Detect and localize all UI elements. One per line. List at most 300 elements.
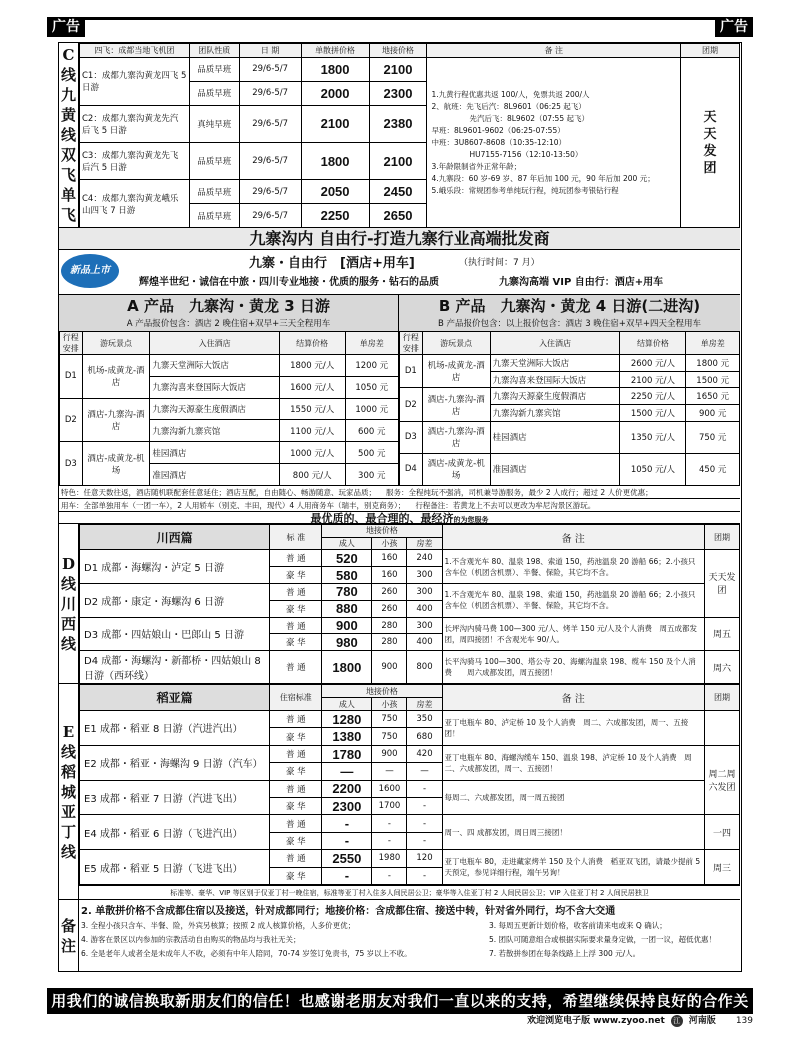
period-char: 天	[703, 126, 717, 142]
side-char: 备	[60, 917, 76, 935]
adult-price: 1280	[322, 711, 372, 728]
group-type: 品质早班	[189, 81, 239, 105]
spot: 机场-成黄龙-酒店	[422, 355, 490, 388]
note-line: 3.年龄限制省外正常年龄；	[431, 161, 522, 171]
side-char: 城	[60, 782, 76, 801]
route-note: 亚丁电瓶车 80，走进藏家烤羊 150 及个人消费 稻亚双飞团，请最少提前 5 天预定，参见详细行程，端午另询！	[442, 850, 704, 885]
table-row	[80, 651, 740, 684]
route-name: D4 成都・海螺沟・新都桥・四姑娘山 8 日游（西环线）	[80, 651, 270, 684]
slogan-small: 的为您服务	[453, 516, 489, 524]
group-price: 2050	[301, 180, 369, 204]
date: 29/6-5/7	[239, 204, 301, 228]
hotel-price: 1550 元/人	[279, 398, 345, 420]
free-travel-banner	[59, 228, 740, 295]
special-notes	[59, 486, 740, 524]
side-char: 注	[60, 937, 76, 955]
day: D2	[60, 398, 83, 442]
route-name: D2 成都・康定・海螺沟 6 日游	[80, 583, 270, 617]
note-line: HU7155-7156（12:10-13:50）	[469, 149, 583, 159]
column-header: 结算价格	[620, 332, 686, 355]
column-header: 单房差	[686, 332, 740, 355]
period: 天天发团	[704, 550, 739, 617]
free-travel-subtitle: 九寨・自由行 [酒店+用车]	[249, 256, 415, 271]
child-price: -	[372, 815, 407, 832]
table-row	[80, 780, 740, 797]
vip-free-travel: 九寨沟高端 VIP 自由行：酒店+用车	[499, 277, 664, 288]
standard: 豪 华	[270, 867, 322, 884]
route-note: 每周二、六成都发团，周一周五接团	[442, 780, 704, 815]
side-char: 单	[60, 186, 76, 204]
route-name: D3 成都・四姑娘山・巴郎山 5 日游	[80, 617, 270, 651]
hotel-price: 1350 元/人	[620, 421, 686, 453]
page-number: 139	[735, 1016, 753, 1026]
room-diff: -	[407, 798, 442, 815]
adult-price: 2550	[322, 850, 372, 867]
slogan: 最优质的、最合理的、最经济	[310, 512, 454, 524]
single-supplement: 750 元	[686, 421, 740, 453]
date: 29/6-5/7	[239, 180, 301, 204]
table-row	[80, 850, 740, 867]
standard: 豪 华	[270, 798, 322, 815]
child-price: 260	[372, 583, 407, 600]
hotel-price: 1800 元/人	[279, 355, 345, 377]
room-diff: 240	[407, 550, 442, 567]
spot: 酒店-成黄龙-机场	[82, 442, 150, 486]
date: 29/6-5/7	[239, 81, 301, 105]
period-cell	[681, 58, 740, 228]
standard: 普 通	[270, 850, 322, 867]
child-price: 750	[372, 728, 407, 745]
table-header	[400, 332, 740, 355]
room-diff: -	[407, 780, 442, 797]
child-price: 160	[372, 567, 407, 584]
route-note: 1.不含观光车 80、温泉 198、索道 150，药池温泉 20 游船 66；2.小孩只含车位（机团含机票）、半餐、保险，其它均不含。	[442, 550, 704, 584]
table-row	[80, 711, 740, 728]
group-type: 真纯早班	[189, 105, 239, 142]
hotel-price: 1100 元/人	[279, 420, 345, 442]
group-price: 2250	[301, 204, 369, 228]
route-name: E4 成都・稻亚 6 日游（飞进汽出）	[80, 815, 270, 850]
spot: 机场-成黄龙-酒店	[82, 355, 150, 399]
column-header: 行程安排	[400, 332, 423, 355]
room-diff: -	[407, 815, 442, 832]
route-name: C4：成都九寨沟黄龙峨乐山四飞 7 日游	[80, 180, 190, 228]
table-header	[80, 525, 740, 538]
column-header: 小孩	[372, 698, 407, 711]
table-row	[60, 442, 399, 464]
section-d-label	[59, 524, 79, 683]
group-price: 1800	[301, 142, 369, 179]
edition-label: 河南版	[688, 1016, 716, 1026]
route-note: 亚丁电瓶车 80、泸定桥 10 及个人消费 周二、六成都发团，周一、五接团！	[442, 711, 704, 746]
column-header: 团期	[704, 685, 739, 711]
adult-price: 2300	[322, 798, 372, 815]
date: 29/6-5/7	[239, 58, 301, 82]
note-line: 中班：3U8607-8608（10:35-12:10）	[431, 137, 567, 147]
adult-price: -	[322, 832, 372, 849]
column-header: 单散拼价格	[301, 44, 369, 58]
group-price: 1800	[301, 58, 369, 82]
hotel-name: 九寨沟新九寨宾馆	[490, 405, 620, 422]
table-row	[400, 388, 740, 405]
adult-price: 1380	[322, 728, 372, 745]
hotel-name: 九寨天堂洲际大饭店	[490, 355, 620, 372]
side-char: 线	[60, 574, 76, 593]
child-price: 1600	[372, 780, 407, 797]
table-row	[60, 398, 399, 420]
standard: 普 通	[270, 815, 322, 832]
column-header: 地接价格	[322, 525, 442, 538]
hotel-price: 800 元/人	[279, 464, 345, 486]
hotel-name: 准园酒店	[150, 464, 279, 486]
route-name: D1 成都・海螺沟・泸定 5 日游	[80, 550, 270, 584]
period: 一四	[704, 815, 739, 850]
route-note: 亚丁电瓶车 80、海螺沟缆车 150、温泉 198、泸定桥 10 及个人消费 周二、六成都发团，周一、五接团！	[442, 745, 704, 780]
column-header: 地接价格	[322, 685, 442, 698]
adult-price: 520	[322, 550, 372, 567]
child-price: -	[372, 832, 407, 849]
table-header	[80, 685, 740, 698]
date: 29/6-5/7	[239, 142, 301, 179]
single-supplement: 1050 元	[345, 376, 398, 398]
room-diff: 120	[407, 850, 442, 867]
local-price: 2100	[369, 142, 427, 179]
single-supplement: 600 元	[345, 420, 398, 442]
ad-label-left: 广告	[47, 17, 85, 37]
remark-line-2b: 3. 每周五更新计划价格，收客前请来电或来 Q 确认；	[489, 921, 667, 930]
exec-time: （执行时间：7 月）	[459, 258, 540, 268]
welcome-text: 欢迎浏览电子版 www.zyoo.net	[527, 1016, 665, 1026]
route-note: 长平沟骑马 100—300、塔公寺 20、海螺沟温泉 198、缆车 150 及个人消费 周六成都发团，周五接团！	[442, 651, 704, 684]
column-header: 成人	[322, 537, 372, 550]
room-diff: 400	[407, 634, 442, 651]
remarks	[59, 900, 740, 972]
standard: 普 通	[270, 550, 322, 567]
column-header: 入住酒店	[150, 332, 279, 355]
column-header: 行程安排	[60, 332, 83, 355]
period: 周五	[704, 617, 739, 651]
room-diff: 350	[407, 711, 442, 728]
remarks-label	[59, 900, 79, 972]
single-supplement: 1200 元	[345, 355, 398, 377]
child-price: 900	[372, 651, 407, 684]
column-header: 标 准	[270, 525, 322, 550]
note-line: 1.九黄行程优惠共返 100/人，免票共返 200/人	[431, 89, 590, 99]
side-char: 稻	[60, 762, 76, 781]
table-row	[80, 58, 740, 82]
single-supplement: 1000 元	[345, 398, 398, 420]
table-header	[80, 44, 740, 58]
room-diff: -	[407, 832, 442, 849]
column-header: 游玩景点	[422, 332, 490, 355]
section-title: 稻亚篇	[80, 685, 270, 711]
room-diff: 400	[407, 600, 442, 617]
single-supplement: 500 元	[345, 442, 398, 464]
local-price: 2100	[369, 58, 427, 82]
free-travel-title: 九寨沟内 自由行-打造九寨行业高端批发商	[59, 228, 740, 250]
side-char: 线	[60, 842, 76, 861]
adult-price: -	[322, 815, 372, 832]
section-d-table	[79, 524, 740, 684]
adult-price: 780	[322, 583, 372, 600]
table-row	[80, 617, 740, 634]
day: D2	[400, 388, 423, 421]
page-footer	[527, 1014, 753, 1028]
remark-line-1: 2. 单散拼价格不含成都住宿以及接送，针对成都同行；地接价格：含成都住宿、接送中转，针对省外同行，均不含大交通	[81, 906, 616, 917]
side-char: 线	[60, 126, 76, 144]
section-d	[59, 524, 740, 684]
logo-icon: 江	[671, 1015, 683, 1027]
side-char: 线	[60, 634, 76, 653]
child-price: —	[372, 763, 407, 780]
route-name: C3：成都九寨沟黄龙先飞后汽 5 日游	[80, 142, 190, 179]
route-note: 周一、四 成都发团，周日周三接团！	[442, 815, 704, 850]
standard: 普 通	[270, 745, 322, 762]
adult-price: 1780	[322, 745, 372, 762]
room-diff: 800	[407, 651, 442, 684]
note-line: 先汽后飞：8L9602（07:55 起飞）	[469, 113, 589, 123]
side-char: 双	[60, 146, 76, 164]
single-supplement: 300 元	[345, 464, 398, 486]
room-diff: -	[407, 867, 442, 884]
period	[704, 711, 739, 746]
standard: 普 通	[270, 780, 322, 797]
note-line: 4.九寨段：60 岁-69 岁、87 年后加 100 元，90 年后加 200 元；	[431, 173, 655, 183]
standard: 普 通	[270, 583, 322, 600]
route-name: C2：成都九寨沟黄龙先汽后飞 5 日游	[80, 105, 190, 142]
special-feature: 特色：任意天数往返，酒店随机联配套任意延住；酒店互配，自由随心、畅游随意、玩家品质；	[61, 487, 376, 497]
period: 周二周六发团	[704, 745, 739, 815]
product-a-title: A 产品 九寨沟・黄龙 3 日游	[127, 297, 330, 315]
single-supplement: 1500 元	[686, 371, 740, 388]
column-header: 团期	[681, 44, 740, 58]
remark-line-3b: 5. 团队可随意组合或根据实际要求量身定做，一团一议，超低优惠！	[489, 935, 717, 944]
section-title: 川西篇	[80, 525, 270, 550]
table-header	[60, 332, 399, 355]
column-header: 团期	[704, 525, 739, 550]
column-header: 成人	[322, 698, 372, 711]
hotel-price: 2250 元/人	[620, 388, 686, 405]
day: D1	[400, 355, 423, 388]
hotel-name: 九寨天堂洲际大饭店	[150, 355, 279, 377]
day: D3	[60, 442, 83, 486]
table-row	[80, 583, 740, 600]
product-b-header	[399, 295, 740, 331]
product-a-sub: A 产品报价包含：酒店 2 晚住宿+双早+三天全程用车	[126, 319, 331, 329]
remark-line-4a: 6. 全是老年人或者全是未成年人不收，必须有中年人陪同，70-74 岁签订免责书，75 岁以上不收。	[81, 949, 412, 958]
child-price: 280	[372, 634, 407, 651]
ab-products	[59, 295, 740, 486]
single-supplement: 900 元	[686, 405, 740, 422]
hotel-name: 九寨沟天源豪生度假酒店	[150, 398, 279, 420]
group-type: 品质早班	[189, 58, 239, 82]
hotel-price: 2100 元/人	[620, 371, 686, 388]
section-c	[59, 43, 740, 228]
column-header: 入住酒店	[490, 332, 620, 355]
standard: 普 通	[270, 711, 322, 728]
adult-price: —	[322, 763, 372, 780]
local-price: 2380	[369, 105, 427, 142]
std-note: 标准等、豪华、VIP 等区别于仅亚丁村一晚住宿，标准等亚丁村入住多人间民居公卫；豪华等入住亚丁村 2 人间民居公卫；VIP 入住亚丁村 2 人间民居独卫	[79, 885, 740, 900]
new-product-badge: 新品上市	[61, 254, 119, 288]
product-b-title: B 产品 九寨沟・黄龙 4 日游(二进沟)	[438, 297, 701, 315]
spot: 酒店-九寨沟-酒店	[422, 421, 490, 453]
side-char: C	[62, 46, 75, 64]
side-char: 九	[60, 86, 76, 104]
room-diff: 300	[407, 617, 442, 634]
column-header: 结算价格	[279, 332, 345, 355]
standard: 豪 华	[270, 634, 322, 651]
table-row	[80, 550, 740, 567]
column-header: 小孩	[372, 537, 407, 550]
group-price: 2000	[301, 81, 369, 105]
hotel-name: 桂园酒店	[490, 421, 620, 453]
column-header: 住宿标准	[270, 685, 322, 711]
adult-price: -	[322, 867, 372, 884]
room-diff: 300	[407, 583, 442, 600]
single-supplement: 450 元	[686, 453, 740, 485]
product-a-header	[59, 295, 399, 331]
adult-price: 900	[322, 617, 372, 634]
side-char: 飞	[60, 206, 76, 224]
side-char: 线	[60, 66, 76, 84]
remark-line-2a: 3. 全程小孩只含车、半餐、险，外宾另核算；按照 2 成人核算价格，人多价更优；	[81, 921, 356, 930]
hotel-price: 1600 元/人	[279, 376, 345, 398]
table-row	[400, 421, 740, 453]
route-name: E3 成都・稻亚 7 日游（汽进飞出）	[80, 780, 270, 815]
side-char: 川	[60, 594, 76, 613]
column-header: 房差	[407, 698, 442, 711]
room-diff: —	[407, 763, 442, 780]
table-row	[60, 355, 399, 377]
single-supplement: 1800 元	[686, 355, 740, 372]
side-char: E	[62, 722, 75, 741]
room-diff: 420	[407, 745, 442, 762]
route-name: E2 成都・稻亚・海螺沟 9 日游（汽车）	[80, 745, 270, 780]
adult-price: 1800	[322, 651, 372, 684]
note-line: 5.峨乐段：常规团参考单纯玩行程，纯玩团参考银钻行程	[431, 185, 619, 195]
special-service: 服务：全程纯玩不强消，司机兼导游服务，最少 2 人成行；超过 2 人价更优惠；	[386, 487, 653, 497]
section-e-label	[59, 684, 79, 899]
period-char: 团	[703, 160, 717, 176]
page-frame	[58, 42, 742, 972]
side-char: 飞	[60, 166, 76, 184]
note-line: 早班：8L9601-9602（06:25-07:55）	[431, 125, 565, 135]
room-diff: 680	[407, 728, 442, 745]
child-price: 160	[372, 550, 407, 567]
adult-price: 2200	[322, 780, 372, 797]
table-row	[400, 453, 740, 485]
child-price: 750	[372, 711, 407, 728]
hotel-name: 九寨沟天源豪生度假酒店	[490, 388, 620, 405]
single-supplement: 1650 元	[686, 388, 740, 405]
hotel-name: 九寨沟喜来登国际大饭店	[150, 376, 279, 398]
standard: 普 通	[270, 617, 322, 634]
special-car: 用车：全部单独用车（一团一车），2 人用轿车（别克、丰田，现代）4 人用商务车（瑞丰，别克商务）；	[61, 500, 406, 510]
column-header: 日 期	[239, 44, 301, 58]
period: 周三	[704, 850, 739, 885]
day: D4	[400, 453, 423, 485]
date: 29/6-5/7	[239, 105, 301, 142]
period-char: 发	[703, 143, 717, 159]
group-type: 品质早班	[189, 180, 239, 204]
remark-line-3a: 4. 游客在景区以内参加的宗教活动自由购买的物品均与我社无关；	[81, 935, 301, 944]
footer-banner: 用我们的诚信换取新朋友们的信任！也感谢老朋友对我们一直以来的支持，希望继续保持良好的合作关系！	[47, 988, 753, 1014]
standard: 豪 华	[270, 728, 322, 745]
section-c-table	[79, 43, 740, 228]
standard: 豪 华	[270, 763, 322, 780]
local-price: 2650	[369, 204, 427, 228]
section-e	[59, 684, 740, 900]
side-char: 丁	[60, 822, 76, 841]
group-type: 品质早班	[189, 142, 239, 179]
spot: 酒店-九寨沟-酒店	[422, 388, 490, 421]
route-note: 1.不含观光车 80、温泉 198、索道 150，药池温泉 20 游船 66；2.小孩只含车位（机团含机票）、半餐、保险，其它均不含。	[442, 583, 704, 617]
child-price: 900	[372, 745, 407, 762]
special-remark: 行程备注：若黄龙上不去可以更改为牟尼沟景区游玩。	[415, 500, 596, 510]
column-header: 房差	[407, 537, 442, 550]
group-type: 品质早班	[189, 204, 239, 228]
local-price: 2450	[369, 180, 427, 204]
column-header: 单房差	[345, 332, 398, 355]
column-header: 团队性质	[189, 44, 239, 58]
column-header: 备 注	[442, 525, 704, 550]
header-rule	[47, 17, 753, 35]
child-price: 1700	[372, 798, 407, 815]
child-price: -	[372, 867, 407, 884]
remark-line-4b: 7. 若散拼参团在每条线路上上浮 300 元/人。	[489, 949, 641, 958]
route-name: E1 成都・稻亚 8 日游（汽进汽出）	[80, 711, 270, 746]
ad-label-right: 广告	[715, 17, 753, 37]
hotel-price: 1000 元/人	[279, 442, 345, 464]
child-price: 280	[372, 617, 407, 634]
section-c-label	[59, 43, 79, 227]
local-price: 2300	[369, 81, 427, 105]
free-travel-slogan: 辉煌半世纪・诚信在中旅・四川专业地接・优质的服务・钻石的品质	[139, 277, 439, 288]
hotel-name: 九寨沟喜来登国际大饭店	[490, 371, 620, 388]
adult-price: 980	[322, 634, 372, 651]
hotel-price: 2600 元/人	[620, 355, 686, 372]
product-a-table	[59, 331, 399, 486]
adult-price: 580	[322, 567, 372, 584]
column-header: 四飞：成都当地飞机团	[80, 44, 190, 58]
room-diff: 300	[407, 567, 442, 584]
column-header: 备 注	[427, 44, 681, 58]
spot: 酒店-成黄龙-机场	[422, 453, 490, 485]
standard: 豪 华	[270, 600, 322, 617]
day: D1	[60, 355, 83, 399]
standard: 豪 华	[270, 567, 322, 584]
table-row	[400, 355, 740, 372]
note-line: 2、航班：先飞后汽：8L9601（06:25 起飞）	[431, 101, 586, 111]
hotel-name: 九寨沟新九寨宾馆	[150, 420, 279, 442]
child-price: 1980	[372, 850, 407, 867]
hotel-name: 准园酒店	[490, 453, 620, 485]
route-name: C1：成都九寨沟黄龙四飞 5 日游	[80, 58, 190, 106]
column-header: 地接价格	[369, 44, 427, 58]
day: D3	[400, 421, 423, 453]
product-b-table	[399, 331, 740, 486]
section-e-table	[79, 684, 740, 885]
standard: 豪 华	[270, 832, 322, 849]
route-name: E5 成都・稻亚 5 日游（飞进飞出）	[80, 850, 270, 885]
hotel-price: 1500 元/人	[620, 405, 686, 422]
side-char: 西	[60, 614, 76, 633]
group-price: 2100	[301, 105, 369, 142]
side-char: 黄	[60, 106, 76, 124]
period-char: 天	[703, 109, 717, 125]
route-note: 长坪沟内骑马费 100—300 元/人、烤羊 150 元/人及个人消费 周五成都发团，周四接团！不含观光车 90/人。	[442, 617, 704, 651]
